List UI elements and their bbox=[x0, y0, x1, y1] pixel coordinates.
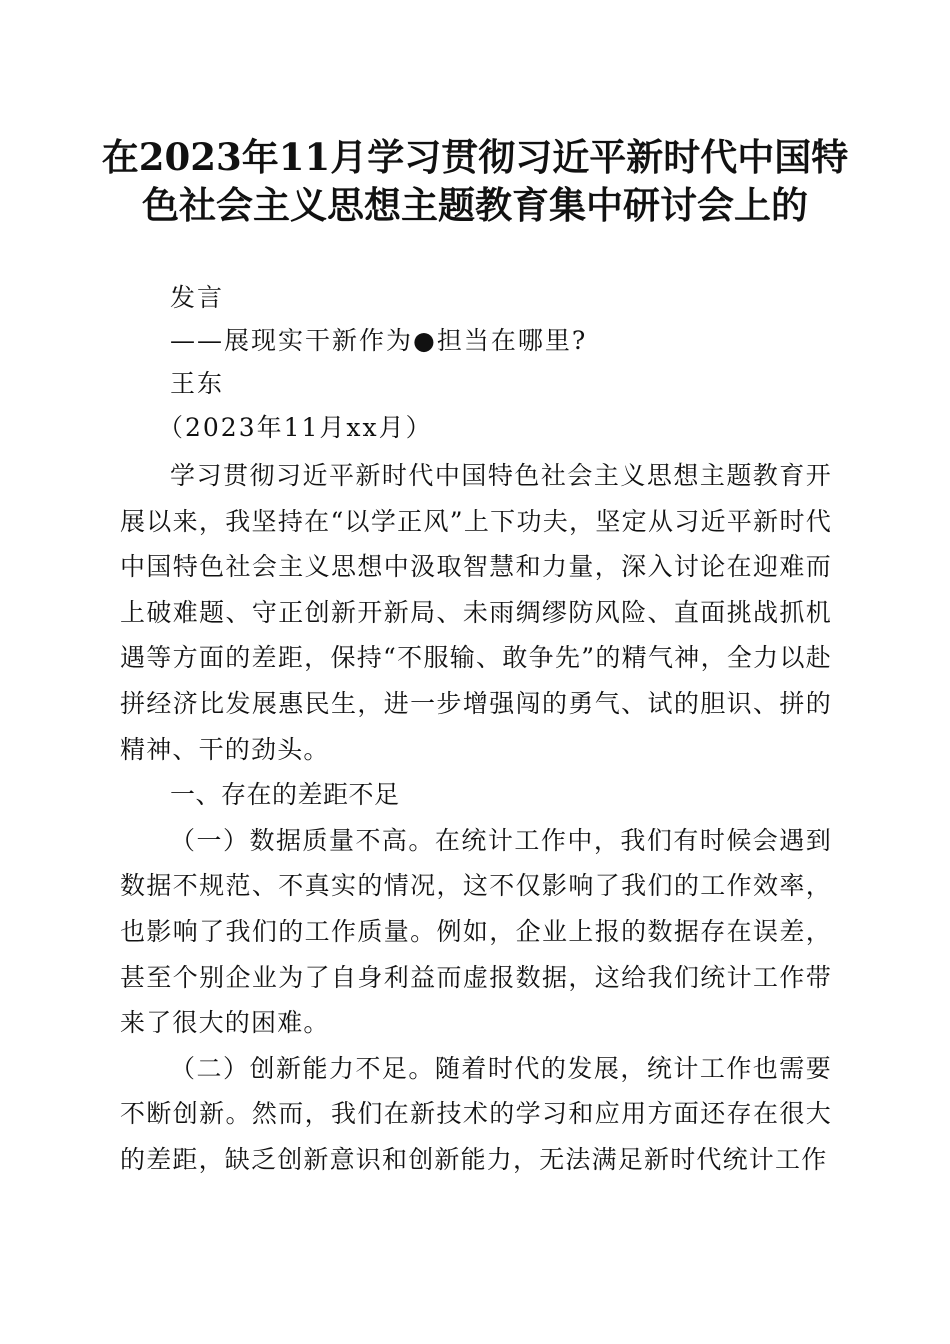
section-item-paragraph: （一）数据质量不高。在统计工作中，我们有时候会遇到数据不规范、不真实的情况，这不仅影响了我们的工作效率，也影响了我们的工作质量。例如，企业上报的数据存在误差，甚至个别企业为了自身利益而虚报数据，这给我们统计工作带来了很大的困难。 bbox=[120, 825, 832, 1038]
intro-paragraph: 学习贯彻习近平新时代中国特色社会主义思想主题教育开展以来，我坚持在“以学正风”上下功夫，坚定从习近平新时代中国特色社会主义思想中汲取智慧和力量，深入讨论在迎难而上破难题、守正创新开新局、未雨绸缪防风险、直面挑战抓机遇等方面的差距，保持“不服输、敢争先”的精气神，全力以赴拼经济比发展惠民生，进一步增强闯的勇气、试的胆识、拼的精神、干的劲头。 bbox=[120, 461, 832, 764]
document-title: 在2023年11月学习贯彻习近平新时代中国特色社会主义思想主题教育集中研讨会上的 bbox=[101, 135, 849, 227]
document-body bbox=[120, 453, 832, 1183]
document-date: （2023年11月xx月） bbox=[158, 413, 433, 442]
section-heading: 一、存在的差距不足 bbox=[170, 780, 400, 810]
section-item-paragraph: （二）创新能力不足。随着时代的发展，统计工作也需要不断创新。然而，我们在新技术的学习和应用方面还存在很大的差距，缺乏创新意识和创新能力，无法满足新时代统计工作 bbox=[120, 1053, 832, 1174]
document-subtitle: ——展现实干新作为●担当在哪里? bbox=[170, 326, 588, 355]
title-continued: 发言 bbox=[170, 283, 225, 312]
document-author: 王东 bbox=[170, 369, 225, 398]
